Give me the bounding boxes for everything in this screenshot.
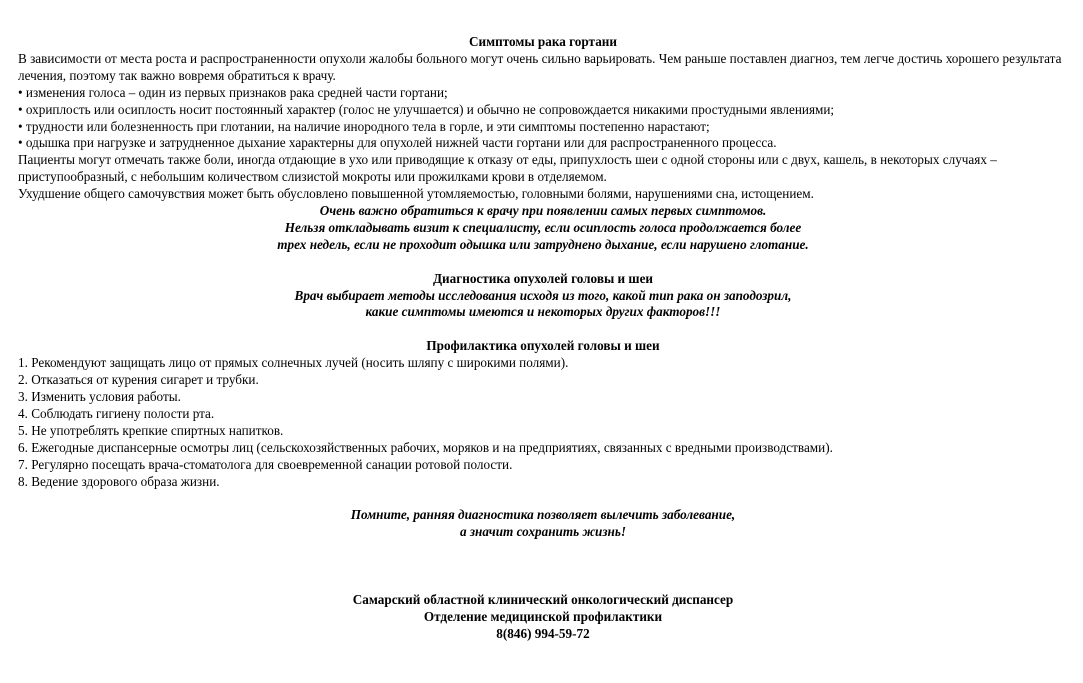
prevention-item: 8. Ведение здорового образа жизни. bbox=[18, 473, 220, 489]
prevention-item: 4. Соблюдать гигиену полости рта. bbox=[18, 405, 215, 421]
prevention-item: 7. Регулярно посещать врача-стоматолога для своевременной санации ротовой полости. bbox=[18, 456, 513, 472]
diagnostics-line: Врач выбирает методы исследования исходя из того, какой тип рака он заподозрил, bbox=[294, 287, 792, 303]
prevention-item: 5. Не употреблять крепкие спиртных напитков. bbox=[18, 422, 284, 438]
document-page bbox=[18, 34, 1068, 643]
diagnostics-title: Диагностика опухолей головы и шеи bbox=[432, 270, 654, 286]
prevention-title: Профилактика опухолей головы и шеи bbox=[426, 338, 660, 354]
warning-line: Нельзя откладывать визит к специалисту, если осиплость голоса продолжается более bbox=[284, 219, 802, 235]
diagnostics-line: какие симптомы имеются и некоторых других факторов!!! bbox=[365, 304, 721, 320]
prevention-item: 1. Рекомендуют защищать лицо от прямых солнечных лучей (носить шляпу с широкими полями). bbox=[18, 355, 569, 371]
spacer bbox=[18, 254, 1068, 271]
prevention-item: 3. Изменить условия работы. bbox=[18, 389, 181, 404]
reminder-line: а значит сохранить жизнь! bbox=[460, 524, 626, 540]
warning-line: Очень важно обратиться к врачу при появлении самых первых симптомов. bbox=[319, 203, 767, 219]
reminder-line: Помните, ранняя диагностика позволяет вылечить заболевание, bbox=[350, 507, 736, 523]
symptom-bullet: • трудности или болезненность при глотании, на наличие инородного тела в горле, и эти симптомы постепенно нарастают; bbox=[18, 118, 710, 134]
symptoms-paragraph: Ухудшение общего самочувствия может быть обусловлено повышенной утомляемостью, головными болями, нарушениями сна, истощением. bbox=[18, 186, 814, 202]
warning-line: трех недель, если не проходит одышка или затруднено дыхание, если нарушено глотание. bbox=[277, 236, 809, 252]
symptoms-intro: В зависимости от места роста и распространенности опухоли жалобы больного могут очень сильно варьировать. Чем раньше поставлен диагноз, тем легче достичь хорошего результата лечения, поэтому так важно вовремя обратиться к врачу. bbox=[18, 50, 1062, 83]
spacer bbox=[18, 321, 1068, 338]
symptoms-paragraph: Пациенты могут отмечать также боли, иногда отдающие в ухо или приводящие к отказу от еды, припухлость шеи с одной стороны или с двух, кашель, в некоторых случаях – приступообразный, с небольшим количеством слизистой мокроты или прожилками крови в отделяемом. bbox=[18, 152, 997, 185]
spacer bbox=[18, 541, 1068, 592]
symptoms-title: Симптомы рака гортани bbox=[469, 34, 617, 49]
spacer bbox=[18, 490, 1068, 507]
prevention-item: 6. Ежегодные диспансерные осмотры лиц (сельскохозяйственных рабочих, моряков и на предприятиях, связанных с вредными производствами). bbox=[18, 439, 833, 455]
prevention-item: 2. Отказаться от курения сигарет и трубки. bbox=[18, 372, 259, 388]
footer-department: Отделение медицинской профилактики bbox=[423, 608, 663, 624]
footer-organization: Самарский областной клинический онкологический диспансер bbox=[352, 591, 734, 607]
symptom-bullet: • охриплость или осиплость носит постоянный характер (голос не улучшается) и обычно не сопровождается никакими простудными явлениями; bbox=[18, 101, 835, 117]
footer-phone: 8(846) 994-59-72 bbox=[496, 625, 590, 641]
symptom-bullet: • одышка при нагрузке и затрудненное дыхание характерны для опухолей нижней части гортани или для распространенного процесса. bbox=[18, 135, 777, 151]
symptom-bullet: • изменения голоса – один из первых признаков рака средней части гортани; bbox=[18, 84, 448, 100]
